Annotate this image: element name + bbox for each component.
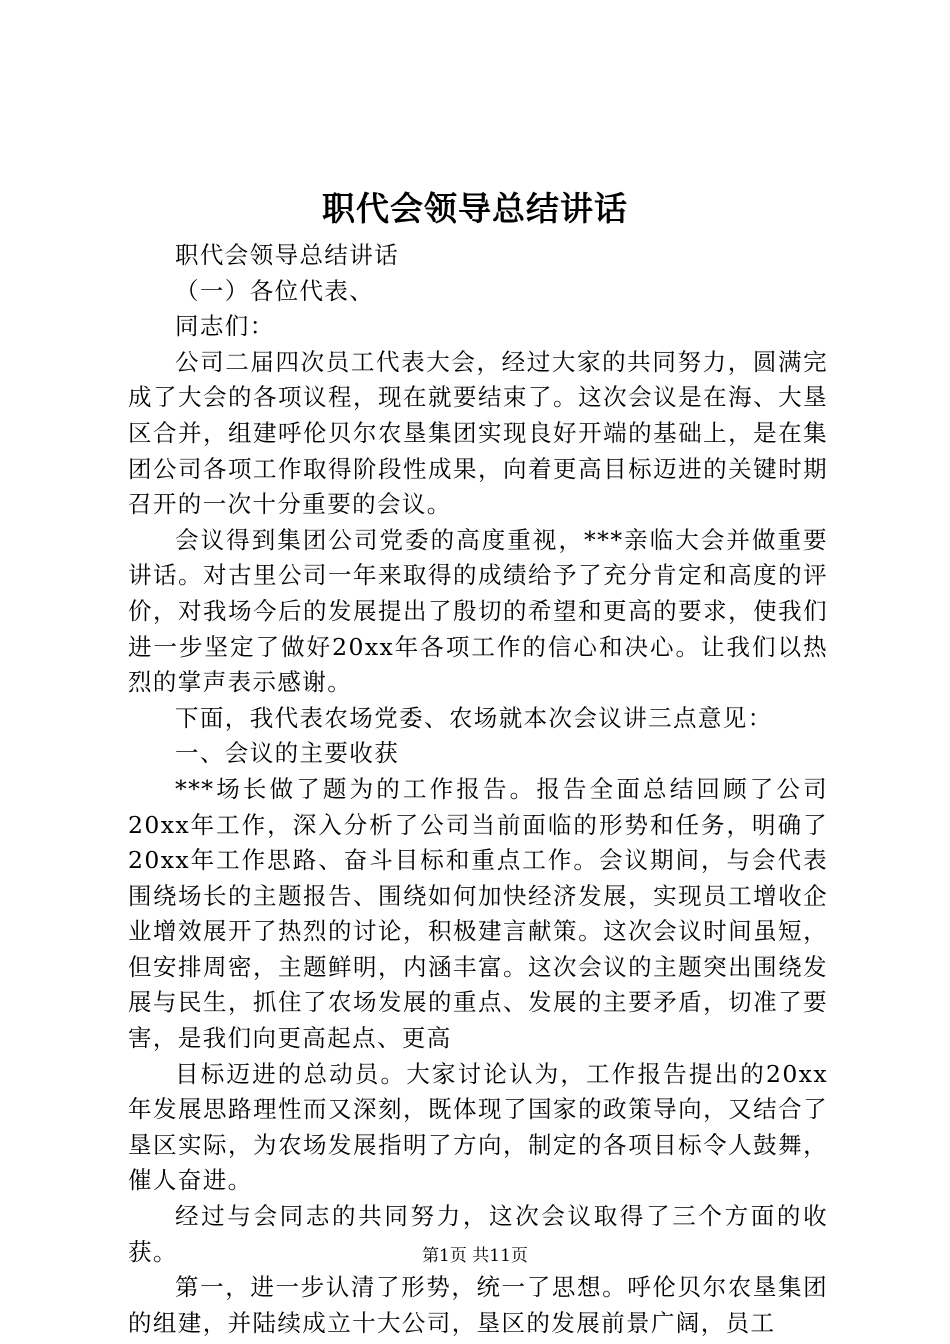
paragraph: 公司二届四次员工代表大会，经过大家的共同努力，圆满完成了大会的各项议程，现在就要结束了。这次会议是在海、大垦区合并，组建呼伦贝尔农垦集团实现良好开端的基础上，是在集团公司各项工作取得阶段性成果，向着更高目标迈进的关键时期召开的一次十分重要的会议。 xyxy=(128,347,828,519)
paragraph: ***场长做了题为的工作报告。报告全面总结回顾了公司20xx年工作，深入分析了公司当前面临的形势和任务，明确了20xx年工作思路、奋斗目标和重点工作。会议期间，与会代表围绕场长的主题报告、围绕如何加快经济发展，实现员工增收企业增效展开了热烈的讨论，积极建言献策。这次会议时间虽短，但安排周密，主题鲜明，内涵丰富。这次会议的主题突出围绕发展与民生，抓住了农场发展的重点、发展的主要矛盾，切准了要害，是我们向更高起点、更高 xyxy=(128,774,828,1053)
document-title: 职代会领导总结讲话 xyxy=(322,189,628,228)
paragraph: 第一，进一步认清了形势，统一了思想。呼伦贝尔农垦集团的组建，并陆续成立十大公司，垦区的发展前景广阔，员工 xyxy=(128,1273,828,1337)
section-heading: 一、会议的主要收获 xyxy=(175,739,400,768)
document-body xyxy=(128,238,828,1341)
paragraph: （一）各位代表、 xyxy=(175,276,375,305)
paragraph: 会议得到集团公司党委的高度重视，***亲临大会并做重要讲话。对古里公司一年来取得的成绩给予了充分肯定和高度的评价，对我场今后的发展提出了殷切的希望和更高的要求，使我们进一步坚定了做好20xx年各项工作的信心和决心。让我们以热烈的掌声表示感谢。 xyxy=(128,525,828,697)
page-number-footer: 第1页 共11页 xyxy=(422,1246,528,1266)
paragraph: 下面，我代表农场党委、农场就本次会议讲三点意见： xyxy=(175,703,773,732)
paragraph: 同志们： xyxy=(175,312,275,341)
paragraph: 职代会领导总结讲话 xyxy=(175,241,400,269)
paragraph: 目标迈进的总动员。大家讨论认为，工作报告提出的20xx年发展思路理性而又深刻，既体现了国家的政策导向，又结合了垦区实际，为农场发展指明了方向，制定的各项目标令人鼓舞，催人奋进。 xyxy=(128,1059,828,1195)
paragraph: 经过与会同志的共同努力，这次会议取得了三个方面的收获。 xyxy=(128,1202,828,1266)
